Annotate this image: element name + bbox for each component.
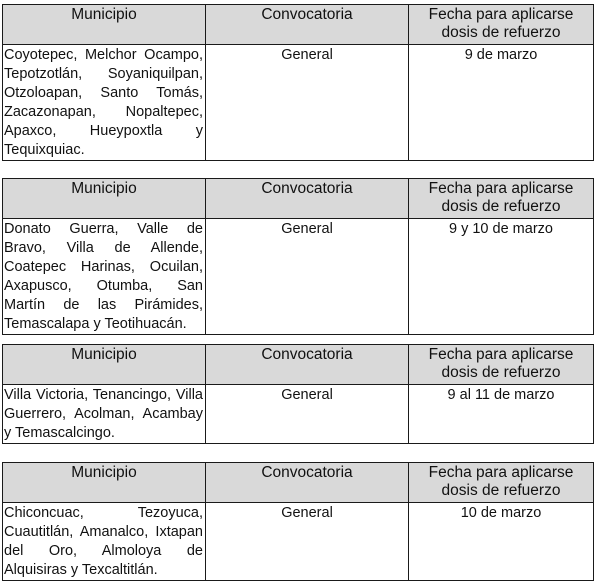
- header-municipio: Municipio: [3, 179, 206, 219]
- municipios-cell: Chiconcuac, Tezoyuca, Cuautitlán, Amanalco, Ixtapan del Oro, Almoloya de Alquisiras y Texcaltitlán.: [3, 503, 206, 581]
- header-municipio: Municipio: [3, 463, 206, 503]
- municipios-cell: Villa Victoria, Tenancingo, Villa Guerrero, Acolman, Acambay y Temascalcingo.: [3, 385, 206, 444]
- schedule-table-2: [2, 178, 594, 335]
- header-fecha: Fecha para aplicarse dosis de refuerzo: [409, 345, 594, 385]
- municipios-cell: Donato Guerra, Valle de Bravo, Villa de Allende, Coatepec Harinas, Ocuilan, Axapusco, Otumba, San Martín de las Pirámides, Temascalapa y Teotihuacán.: [3, 219, 206, 335]
- header-convocatoria: Convocatoria: [206, 345, 409, 385]
- table-header-row: [3, 5, 594, 45]
- table-row: [3, 503, 594, 581]
- convocatoria-cell: General: [206, 503, 409, 581]
- header-fecha: Fecha para aplicarse dosis de refuerzo: [409, 179, 594, 219]
- table-row: [3, 385, 594, 444]
- header-convocatoria: Convocatoria: [206, 5, 409, 45]
- header-fecha: Fecha para aplicarse dosis de refuerzo: [409, 463, 594, 503]
- fecha-cell: 9 y 10 de marzo: [409, 219, 594, 335]
- header-municipio: Municipio: [3, 345, 206, 385]
- header-convocatoria: Convocatoria: [206, 179, 409, 219]
- table-header-row: [3, 179, 594, 219]
- header-municipio: Municipio: [3, 5, 206, 45]
- convocatoria-cell: General: [206, 219, 409, 335]
- header-fecha: Fecha para aplicarse dosis de refuerzo: [409, 5, 594, 45]
- fecha-cell: 9 al 11 de marzo: [409, 385, 594, 444]
- schedule-table-3: [2, 344, 594, 444]
- convocatoria-cell: General: [206, 45, 409, 161]
- fecha-cell: 10 de marzo: [409, 503, 594, 581]
- header-convocatoria: Convocatoria: [206, 463, 409, 503]
- table-header-row: [3, 345, 594, 385]
- fecha-cell: 9 de marzo: [409, 45, 594, 161]
- schedule-table-4: [2, 462, 594, 581]
- table-header-row: [3, 463, 594, 503]
- schedule-table-1: [2, 4, 594, 161]
- convocatoria-cell: General: [206, 385, 409, 444]
- table-row: [3, 45, 594, 161]
- municipios-cell: Coyotepec, Melchor Ocampo, Tepotzotlán, Soyaniquilpan, Otzoloapan, Santo Tomás, Zacazonapan, Nopaltepec, Apaxco, Hueypoxtla y Tequixquiac.: [3, 45, 206, 161]
- table-row: [3, 219, 594, 335]
